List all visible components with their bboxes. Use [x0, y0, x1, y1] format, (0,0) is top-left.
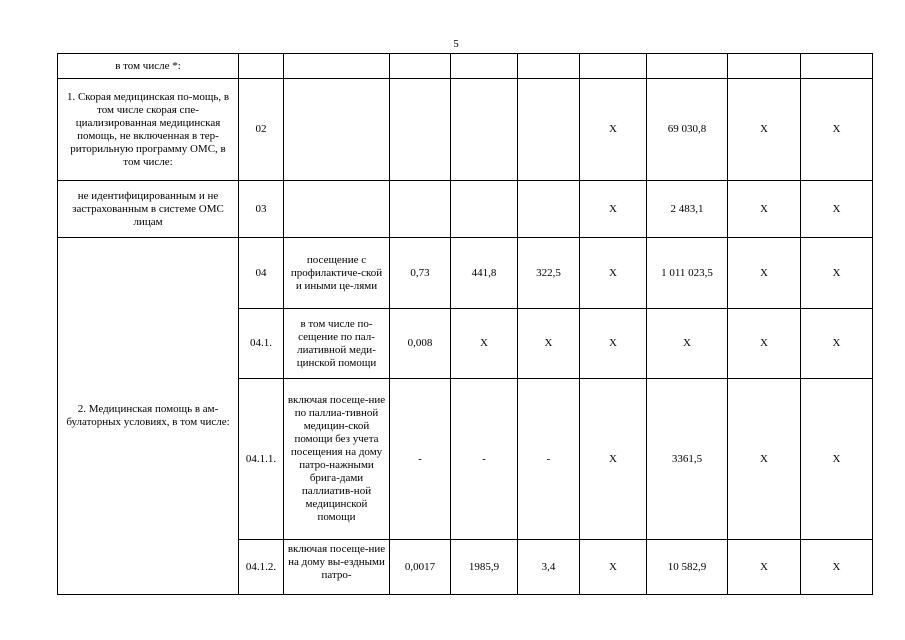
cell-value: 441,8: [451, 238, 518, 309]
empty-cell: [239, 54, 284, 79]
row-code: 04: [239, 238, 284, 309]
empty-cell: [451, 79, 518, 181]
cell-value: -: [518, 379, 580, 540]
empty-cell: [518, 181, 580, 238]
cell-value: X: [801, 540, 873, 595]
cell-value: X: [518, 309, 580, 379]
unit-label: посещение с профилактиче-ской и иными це-лями: [284, 238, 390, 309]
row-code: 04.1.: [239, 309, 284, 379]
cell-value: X: [728, 79, 801, 181]
cell-value: 1 011 023,5: [647, 238, 728, 309]
unit-label: в том числе по-сещение по пал-лиативной меди-цинской помощи: [284, 309, 390, 379]
cell-value: X: [451, 309, 518, 379]
table-row: [58, 181, 873, 238]
row-label-uninsured: не идентифицированным и не застрахованным в системе ОМС лицам: [58, 181, 239, 238]
cell-value: X: [580, 238, 647, 309]
financing-table: [57, 53, 873, 595]
empty-cell: [284, 181, 390, 238]
unit-label: включая посеще-ние на дому вы-ездными патро-: [284, 540, 390, 595]
empty-cell: [284, 54, 390, 79]
cell-value: X: [728, 238, 801, 309]
empty-cell: [390, 54, 451, 79]
table-row: [58, 79, 873, 181]
cell-value: X: [580, 181, 647, 238]
cell-value: 0,0017: [390, 540, 451, 595]
empty-cell: [580, 54, 647, 79]
cell-value: X: [580, 79, 647, 181]
cell-value: X: [801, 379, 873, 540]
empty-cell: [518, 79, 580, 181]
empty-cell: [390, 181, 451, 238]
cell-value: X: [647, 309, 728, 379]
cell-value: -: [451, 379, 518, 540]
cell-value: X: [801, 309, 873, 379]
cell-value: X: [580, 540, 647, 595]
cell-value: 322,5: [518, 238, 580, 309]
row-label-outpatient-care: 2. Медицинская помощь в ам-булаторных условиях, в том числе:: [58, 238, 239, 595]
empty-cell: [801, 54, 873, 79]
cell-value: 3,4: [518, 540, 580, 595]
row-label-emergency-care: 1. Скорая медицинская по-мощь, в том числе скорая спе-циализированная медицинская помощь, не включенная в тер-риторильную программу ОМС, в том числе:: [58, 79, 239, 181]
unit-label: включая посеще-ние по паллиа-тивной медицин-ской помощи без учета посещения на дому патро-нажными брига-дами паллиатив-ной медицинской помощи: [284, 379, 390, 540]
row-code: 04.1.1.: [239, 379, 284, 540]
table-row: [58, 238, 873, 309]
row-code: 03: [239, 181, 284, 238]
cell-value: X: [801, 238, 873, 309]
cell-value: X: [728, 379, 801, 540]
cell-value: 1985,9: [451, 540, 518, 595]
empty-cell: [390, 79, 451, 181]
page-number: 5: [453, 38, 459, 50]
cell-value: 3361,5: [647, 379, 728, 540]
cell-value: X: [801, 79, 873, 181]
cell-value: X: [580, 309, 647, 379]
cell-value: -: [390, 379, 451, 540]
row-label-including: в том числе *:: [58, 54, 239, 79]
empty-cell: [451, 181, 518, 238]
empty-cell: [518, 54, 580, 79]
empty-cell: [647, 54, 728, 79]
row-code: 02: [239, 79, 284, 181]
cell-value: 69 030,8: [647, 79, 728, 181]
cell-value: X: [728, 540, 801, 595]
row-code: 04.1.2.: [239, 540, 284, 595]
empty-cell: [728, 54, 801, 79]
cell-value: X: [728, 181, 801, 238]
cell-value: X: [801, 181, 873, 238]
cell-value: 10 582,9: [647, 540, 728, 595]
cell-value: X: [580, 379, 647, 540]
empty-cell: [451, 54, 518, 79]
cell-value: 0,008: [390, 309, 451, 379]
cell-value: 0,73: [390, 238, 451, 309]
empty-cell: [284, 79, 390, 181]
table-row: [58, 54, 873, 79]
cell-value: 2 483,1: [647, 181, 728, 238]
cell-value: X: [728, 309, 801, 379]
